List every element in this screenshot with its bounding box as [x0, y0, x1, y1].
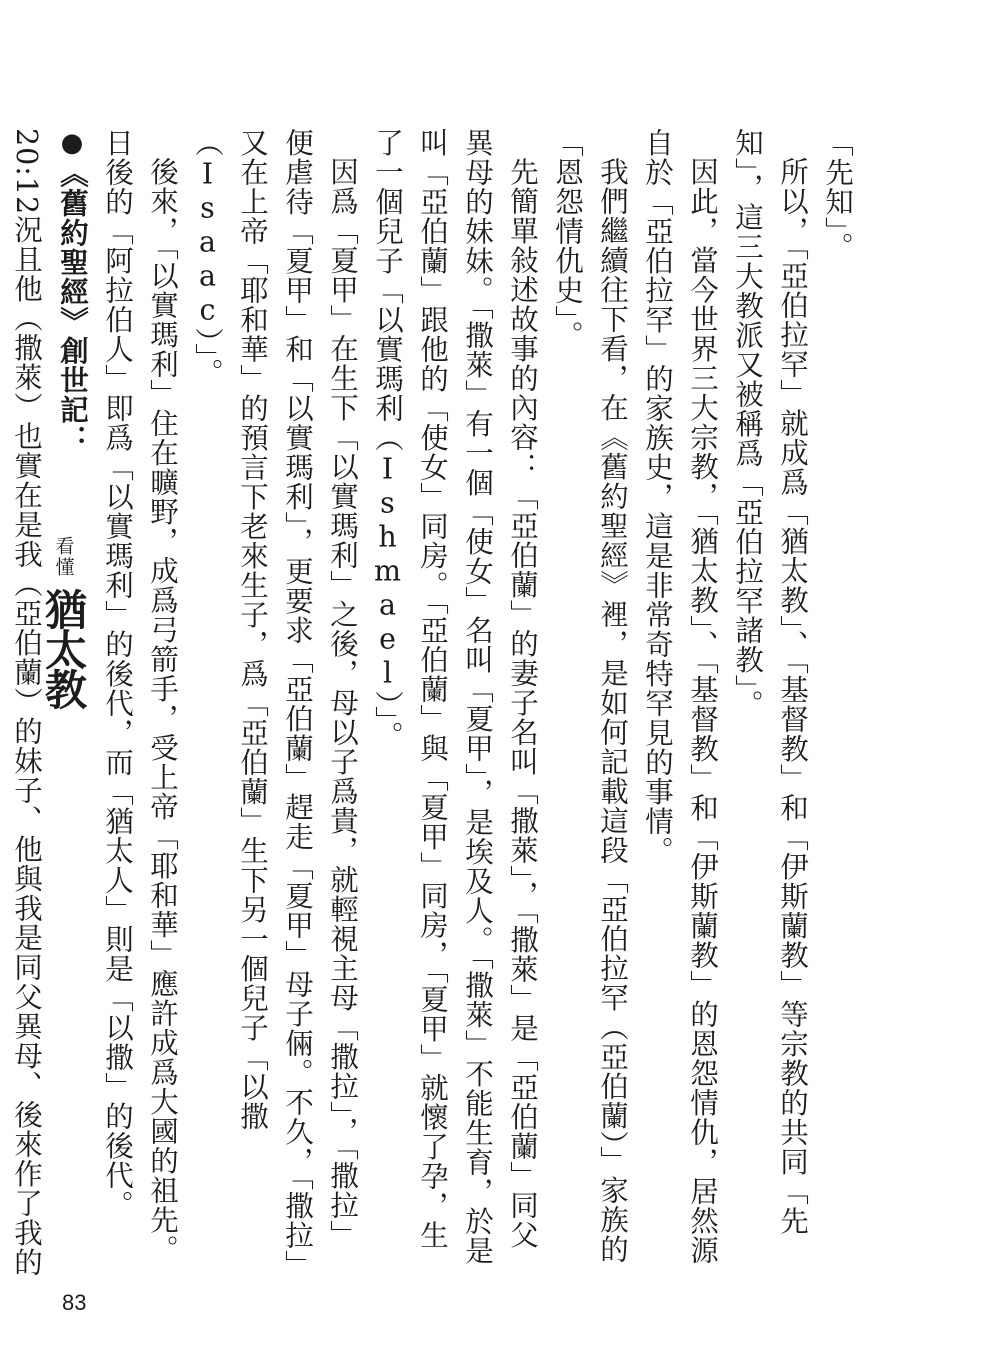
paragraph-5: 先簡單敍述故事的內容：「亞伯蘭」的妻子名叫「撒萊」，「撒萊」是「亞伯蘭」同父異母的妹妹。「撒萊」有一個「使女」名叫「夏甲」，是埃及人。「撒萊」不能生育，於是叫「亞伯蘭」跟他的「使女」同房。「亞伯蘭」與「夏甲」同房，「夏甲」就懷了孕，生了一個兒子「以實瑪利（Ishmael）」。: [371, 128, 539, 1266]
verse-number: 20:12: [10, 128, 43, 216]
book-title-large: 猶太教: [39, 588, 88, 708]
paragraph-2: 所以，「亞伯拉罕」就成爲「猶太教」、「基督教」和「伊斯蘭教」等宗教的共同「先知」，這三大教派又被稱爲「亞伯拉罕諸教」。: [731, 128, 809, 1235]
page-number: 83: [62, 1290, 87, 1315]
bullet-icon: ●: [57, 128, 87, 159]
book-title-small: 看懂: [52, 536, 75, 578]
paragraph-4: 我們繼續往下看，在《舊約聖經》裡，是如何記載這段「亞伯拉罕（亞伯蘭）」家族的「恩怨情仇史」。: [551, 128, 629, 1264]
scripture-heading-label: 《舊約聖經》創世記：: [56, 159, 89, 454]
paragraph-1: 「先知」。: [821, 128, 854, 262]
paragraph-7: 後來，「以實瑪利」住在曠野，成爲弓箭手，受上帝「耶和華」應許成爲大國的祖先。日後的「阿拉伯人」即爲「以實瑪利」的後代，而「猶太人」則是「以撒」的後代。: [101, 128, 179, 1264]
paragraph-3: 因此，當今世界三大宗教，「猶太教」、「基督教」和「伊斯蘭教」的恩怨情仇，居然源自於「亞伯拉罕」的家族史，這是非常奇特罕見的事情。: [641, 128, 719, 1265]
paragraph-6: 因爲「夏甲」在生下「以實瑪利」之後，母以子爲貴，就輕視主母「撒拉」，「撒拉」便虐待「夏甲」和「以實瑪利」，更要求「亞伯蘭」趕走「夏甲」母子倆。不久，「撒拉」又在上帝「耶和華」的預言下老來生子，爲「亞伯蘭」生下另一個兒子「以撒（Isaac）」。: [191, 128, 359, 1266]
main-text-column: [0, 128, 860, 1278]
running-book-title: [38, 536, 88, 708]
verse-text: 況且他（撒萊）也實在是我（亞伯蘭）的妹子、他與我是同父異母、後來作了我的: [10, 215, 43, 1278]
